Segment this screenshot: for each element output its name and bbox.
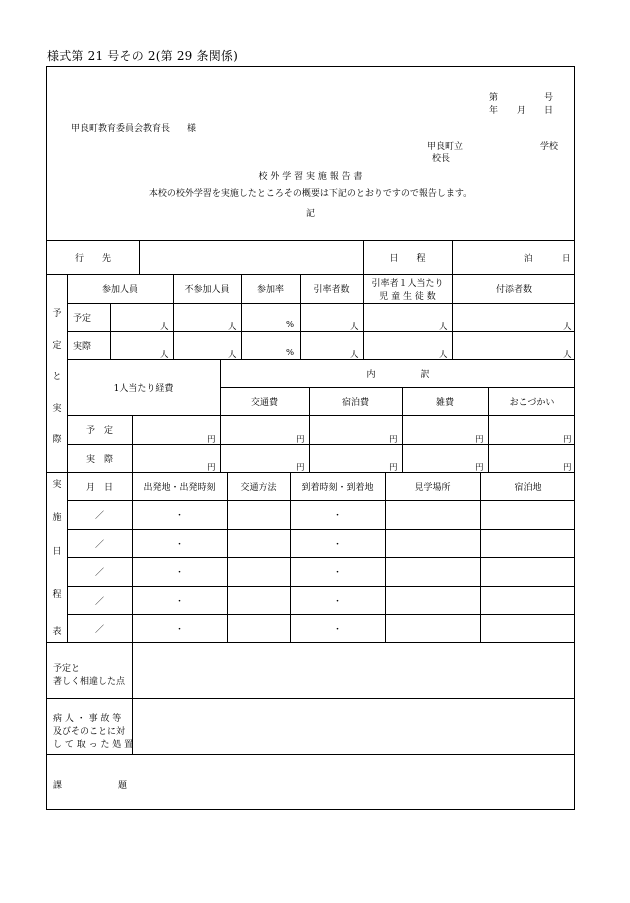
task-label-a: 課 xyxy=(53,781,63,791)
visit-place-header: 見学場所 xyxy=(414,482,451,493)
school-prefix: 甲良町立 xyxy=(427,142,464,152)
non-participants-header: 不参加人員 xyxy=(184,285,230,295)
principal-label: 校長 xyxy=(432,154,451,164)
lodging-place-header: 宿泊地 xyxy=(514,482,542,493)
incident-label-2: 及びそのことに対 xyxy=(53,727,126,737)
destination-label: 行 先 xyxy=(74,253,111,264)
arrival-dot: ・ xyxy=(332,596,342,607)
incident-label-3: し て 取 っ た 処 置 xyxy=(53,740,134,750)
divider xyxy=(67,415,574,416)
arrival-dot: ・ xyxy=(332,624,342,635)
breakdown-label: 内 訳 xyxy=(366,369,430,380)
departure-dot: ・ xyxy=(174,596,184,607)
students-per-chaperone-header-2: 児 童 生 徒 数 xyxy=(379,291,436,302)
task-label-b: 題 xyxy=(118,781,128,791)
date-header: 月 日 xyxy=(85,482,113,493)
side-label: 日 xyxy=(52,547,62,557)
side-label: 際 xyxy=(52,435,62,445)
date-hi: 日 xyxy=(544,106,554,116)
side-label: 表 xyxy=(52,627,62,637)
divider xyxy=(67,303,574,304)
report-form: 第 号 年 月 日 甲良町教育委員会教育長 様 甲良町立 学校 校長 校 外 学 習 実 施 報 告 書 本校の校外学習を実施したところその概要は下記のとおりですので報告します。 記 行 先 日 程 泊 日 予 定 と 実 際 参加人員 不参加人員 参加率 引率者数 引率者１人当たり 児 童 生 徒 数 付添者数 予定 実際 人 人 % 人 人 人 人 人 % 人 人 人 1人当たり経費 内 訳 交通費 宿泊費 雑費 おこづかい 予 定 実 際 円 円 円 円 円 円 円 円 円 円 実 施 日 程 表 月 日 出発地・出発時刻 交通方法 到着時刻・到着地 見学場所 宿泊地 ／ ・ ・ ／ ・ ・ ／ ・ ・ ／ ・ ・ ／ ・ ・ 予定と 著しく相違した点 病 人 ・ 事 故 等 及びそのことに対 し て 取 っ た 処 置 課 題 xyxy=(46,66,575,810)
attendants-header: 付添者数 xyxy=(495,285,532,295)
haku-unit: 泊 xyxy=(524,254,533,264)
departure-dot: ・ xyxy=(174,539,184,550)
divider xyxy=(47,754,574,755)
number-dai: 第 xyxy=(489,93,499,103)
ki-label: 記 xyxy=(305,209,315,219)
arrival-dot: ・ xyxy=(332,539,342,550)
side-label: 実 xyxy=(52,404,62,414)
chaperones-header: 引率者数 xyxy=(313,285,350,295)
school-suffix: 学校 xyxy=(540,142,559,152)
date-slash: ／ xyxy=(94,511,104,521)
incident-label-1: 病 人 ・ 事 故 等 xyxy=(53,714,122,724)
form-title: 様式第 21 号その 2(第 29 条関係) xyxy=(47,49,239,63)
side-label: 予 xyxy=(52,309,62,319)
date-nen: 年 xyxy=(489,106,499,116)
lodging-cost-header: 宿泊費 xyxy=(341,397,369,408)
schedule-label: 日 程 xyxy=(389,253,426,264)
date-slash: ／ xyxy=(94,539,104,550)
transport-method-header: 交通方法 xyxy=(240,482,277,493)
side-label: 定 xyxy=(52,341,62,351)
expense-row-actual: 実 際 xyxy=(85,454,113,465)
addressee-sama: 様 xyxy=(187,124,197,134)
departure-dot: ・ xyxy=(174,568,184,578)
students-per-chaperone-header: 引率者１人当たり xyxy=(371,278,444,289)
side-label: 程 xyxy=(52,590,62,600)
row-label-plan: 予定 xyxy=(73,313,92,324)
expense-row-plan: 予 定 xyxy=(85,426,113,436)
report-title: 校 外 学 習 実 施 報 告 書 xyxy=(258,172,363,182)
date-slash: ／ xyxy=(94,568,104,578)
pocket-money-header: おこづかい xyxy=(509,397,555,408)
per-person-expense-label: 1人当たり経費 xyxy=(113,383,174,394)
date-tsuki: 月 xyxy=(517,106,527,116)
report-statement: 本校の校外学習を実施したところその概要は下記のとおりですので報告します。 xyxy=(148,189,473,199)
departure-header: 出発地・出発時刻 xyxy=(143,482,216,493)
row-label-actual: 実際 xyxy=(73,341,92,352)
arrival-dot: ・ xyxy=(332,568,342,578)
arrival-header: 到着時刻・到着地 xyxy=(301,482,374,493)
arrival-dot: ・ xyxy=(332,511,342,521)
divider xyxy=(47,642,574,643)
departure-dot: ・ xyxy=(174,624,184,635)
nichi-unit: 日 xyxy=(562,254,571,264)
date-slash: ／ xyxy=(94,596,104,607)
number-go: 号 xyxy=(544,93,554,103)
addressee: 甲良町教育委員会教育長 xyxy=(71,124,171,134)
misc-cost-header: 雑費 xyxy=(435,397,454,408)
departure-dot: ・ xyxy=(174,511,184,521)
side-label: 実 xyxy=(52,480,62,490)
participants-header: 参加人員 xyxy=(101,285,138,295)
side-label: と xyxy=(52,372,62,382)
deviation-label-1: 予定と xyxy=(53,664,81,674)
divider xyxy=(67,331,574,332)
divider xyxy=(47,698,574,699)
participation-rate-header: 参加率 xyxy=(256,285,284,295)
side-label: 施 xyxy=(52,513,62,523)
divider xyxy=(67,444,574,445)
date-slash: ／ xyxy=(94,624,104,635)
deviation-label-2: 著しく相違した点 xyxy=(53,677,126,687)
transport-cost-header: 交通費 xyxy=(250,397,278,408)
